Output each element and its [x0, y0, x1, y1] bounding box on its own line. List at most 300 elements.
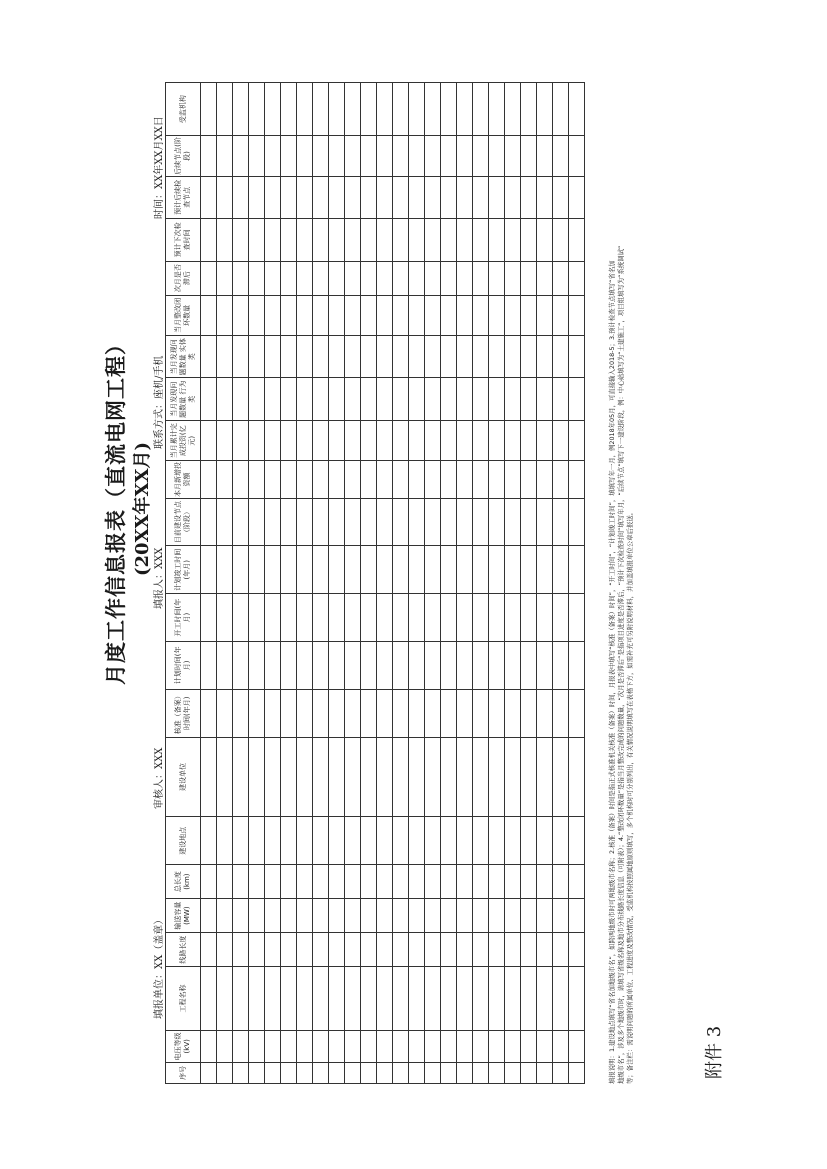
table-cell[interactable]: [521, 546, 537, 594]
table-cell[interactable]: [489, 865, 505, 899]
table-cell[interactable]: [201, 498, 217, 546]
table-cell[interactable]: [265, 136, 281, 176]
table-cell[interactable]: [249, 83, 265, 136]
table-cell[interactable]: [361, 336, 377, 379]
table-cell[interactable]: [521, 261, 537, 295]
table-cell[interactable]: [473, 933, 489, 967]
table-cell[interactable]: [249, 967, 265, 1031]
table-cell[interactable]: [425, 421, 441, 461]
table-cell[interactable]: [569, 737, 585, 817]
table-cell[interactable]: [537, 967, 553, 1031]
table-cell[interactable]: [265, 461, 281, 498]
table-cell[interactable]: [201, 461, 217, 498]
table-cell[interactable]: [521, 336, 537, 379]
table-cell[interactable]: [441, 295, 457, 335]
table-cell[interactable]: [313, 737, 329, 817]
table-cell[interactable]: [409, 461, 425, 498]
table-cell[interactable]: [425, 176, 441, 219]
table-cell[interactable]: [281, 737, 297, 817]
table-cell[interactable]: [441, 899, 457, 933]
table-cell[interactable]: [537, 261, 553, 295]
table-cell[interactable]: [297, 219, 313, 262]
table-cell[interactable]: [281, 421, 297, 461]
table-cell[interactable]: [217, 967, 233, 1031]
table-cell[interactable]: [553, 136, 569, 176]
table-cell[interactable]: [265, 1030, 281, 1062]
table-cell[interactable]: [473, 967, 489, 1031]
table-cell[interactable]: [521, 461, 537, 498]
table-cell[interactable]: [345, 261, 361, 295]
table-cell[interactable]: [489, 176, 505, 219]
table-cell[interactable]: [233, 865, 249, 899]
table-cell[interactable]: [281, 83, 297, 136]
table-cell[interactable]: [377, 421, 393, 461]
table-cell[interactable]: [265, 967, 281, 1031]
table-cell[interactable]: [265, 378, 281, 421]
table-cell[interactable]: [521, 594, 537, 642]
table-cell[interactable]: [425, 295, 441, 335]
table-cell[interactable]: [473, 461, 489, 498]
table-cell[interactable]: [329, 1062, 345, 1083]
table-cell[interactable]: [569, 1062, 585, 1083]
table-cell[interactable]: [281, 1030, 297, 1062]
table-cell[interactable]: [265, 421, 281, 461]
table-cell[interactable]: [489, 498, 505, 546]
table-cell[interactable]: [489, 594, 505, 642]
table-cell[interactable]: [553, 689, 569, 737]
table-cell[interactable]: [217, 933, 233, 967]
table-cell[interactable]: [441, 689, 457, 737]
table-cell[interactable]: [233, 83, 249, 136]
table-cell[interactable]: [473, 498, 489, 546]
table-cell[interactable]: [377, 336, 393, 379]
table-cell[interactable]: [473, 817, 489, 865]
table-cell[interactable]: [329, 817, 345, 865]
table-cell[interactable]: [393, 967, 409, 1031]
table-cell[interactable]: [457, 967, 473, 1031]
table-cell[interactable]: [505, 546, 521, 594]
table-cell[interactable]: [537, 689, 553, 737]
table-cell[interactable]: [457, 1062, 473, 1083]
table-cell[interactable]: [313, 967, 329, 1031]
table-cell[interactable]: [217, 1030, 233, 1062]
table-cell[interactable]: [297, 1030, 313, 1062]
table-cell[interactable]: [537, 546, 553, 594]
table-cell[interactable]: [201, 933, 217, 967]
table-cell[interactable]: [505, 737, 521, 817]
table-cell[interactable]: [441, 83, 457, 136]
table-cell[interactable]: [569, 1030, 585, 1062]
table-cell[interactable]: [489, 967, 505, 1031]
table-cell[interactable]: [313, 865, 329, 899]
table-cell[interactable]: [217, 737, 233, 817]
table-cell[interactable]: [377, 176, 393, 219]
table-cell[interactable]: [233, 899, 249, 933]
table-cell[interactable]: [233, 642, 249, 690]
table-cell[interactable]: [553, 336, 569, 379]
table-cell[interactable]: [409, 336, 425, 379]
table-cell[interactable]: [249, 461, 265, 498]
table-cell[interactable]: [361, 498, 377, 546]
table-cell[interactable]: [553, 219, 569, 262]
table-cell[interactable]: [441, 136, 457, 176]
table-cell[interactable]: [345, 933, 361, 967]
table-cell[interactable]: [505, 594, 521, 642]
table-cell[interactable]: [329, 594, 345, 642]
table-cell[interactable]: [297, 461, 313, 498]
table-cell[interactable]: [505, 899, 521, 933]
table-cell[interactable]: [345, 421, 361, 461]
table-cell[interactable]: [553, 546, 569, 594]
table-cell[interactable]: [281, 498, 297, 546]
table-cell[interactable]: [297, 336, 313, 379]
table-cell[interactable]: [377, 498, 393, 546]
table-cell[interactable]: [409, 817, 425, 865]
table-cell[interactable]: [569, 594, 585, 642]
table-cell[interactable]: [489, 83, 505, 136]
table-cell[interactable]: [537, 899, 553, 933]
table-cell[interactable]: [441, 261, 457, 295]
table-cell[interactable]: [425, 933, 441, 967]
table-cell[interactable]: [297, 378, 313, 421]
table-cell[interactable]: [329, 933, 345, 967]
table-cell[interactable]: [569, 498, 585, 546]
table-cell[interactable]: [249, 933, 265, 967]
table-cell[interactable]: [377, 899, 393, 933]
table-cell[interactable]: [233, 461, 249, 498]
table-cell[interactable]: [265, 817, 281, 865]
table-cell[interactable]: [265, 261, 281, 295]
table-cell[interactable]: [217, 1062, 233, 1083]
table-cell[interactable]: [265, 899, 281, 933]
table-cell[interactable]: [505, 336, 521, 379]
table-cell[interactable]: [521, 136, 537, 176]
table-cell[interactable]: [457, 865, 473, 899]
table-cell[interactable]: [489, 546, 505, 594]
table-cell[interactable]: [281, 295, 297, 335]
table-cell[interactable]: [489, 933, 505, 967]
table-cell[interactable]: [233, 817, 249, 865]
table-cell[interactable]: [249, 378, 265, 421]
table-cell[interactable]: [233, 737, 249, 817]
table-cell[interactable]: [249, 219, 265, 262]
table-cell[interactable]: [265, 933, 281, 967]
table-cell[interactable]: [249, 1030, 265, 1062]
table-cell[interactable]: [361, 546, 377, 594]
table-cell[interactable]: [553, 899, 569, 933]
table-cell[interactable]: [297, 295, 313, 335]
table-cell[interactable]: [313, 817, 329, 865]
table-cell[interactable]: [457, 136, 473, 176]
table-cell[interactable]: [377, 219, 393, 262]
table-cell[interactable]: [473, 219, 489, 262]
table-cell[interactable]: [233, 336, 249, 379]
table-cell[interactable]: [553, 295, 569, 335]
table-cell[interactable]: [505, 817, 521, 865]
table-cell[interactable]: [393, 261, 409, 295]
table-cell[interactable]: [553, 421, 569, 461]
table-cell[interactable]: [457, 1030, 473, 1062]
table-cell[interactable]: [233, 546, 249, 594]
table-cell[interactable]: [393, 642, 409, 690]
table-cell[interactable]: [521, 295, 537, 335]
table-cell[interactable]: [537, 421, 553, 461]
table-cell[interactable]: [361, 594, 377, 642]
table-cell[interactable]: [409, 594, 425, 642]
table-cell[interactable]: [281, 817, 297, 865]
table-cell[interactable]: [201, 689, 217, 737]
table-cell[interactable]: [313, 642, 329, 690]
table-cell[interactable]: [489, 642, 505, 690]
table-cell[interactable]: [553, 967, 569, 1031]
table-cell[interactable]: [281, 261, 297, 295]
table-cell[interactable]: [393, 421, 409, 461]
table-cell[interactable]: [329, 1030, 345, 1062]
table-cell[interactable]: [505, 689, 521, 737]
table-cell[interactable]: [473, 136, 489, 176]
table-cell[interactable]: [537, 378, 553, 421]
table-cell[interactable]: [249, 261, 265, 295]
table-cell[interactable]: [233, 933, 249, 967]
table-cell[interactable]: [361, 642, 377, 690]
table-cell[interactable]: [297, 1062, 313, 1083]
table-cell[interactable]: [553, 498, 569, 546]
table-cell[interactable]: [537, 498, 553, 546]
table-cell[interactable]: [409, 219, 425, 262]
table-cell[interactable]: [409, 689, 425, 737]
table-cell[interactable]: [409, 899, 425, 933]
table-cell[interactable]: [377, 378, 393, 421]
table-cell[interactable]: [569, 865, 585, 899]
table-cell[interactable]: [233, 176, 249, 219]
table-cell[interactable]: [329, 136, 345, 176]
table-cell[interactable]: [249, 1062, 265, 1083]
table-cell[interactable]: [569, 642, 585, 690]
table-cell[interactable]: [265, 1062, 281, 1083]
table-cell[interactable]: [329, 261, 345, 295]
table-cell[interactable]: [313, 498, 329, 546]
table-cell[interactable]: [265, 83, 281, 136]
table-cell[interactable]: [441, 817, 457, 865]
table-cell[interactable]: [409, 642, 425, 690]
table-cell[interactable]: [377, 461, 393, 498]
table-cell[interactable]: [521, 737, 537, 817]
table-cell[interactable]: [505, 136, 521, 176]
table-cell[interactable]: [457, 899, 473, 933]
table-cell[interactable]: [281, 899, 297, 933]
table-cell[interactable]: [457, 219, 473, 262]
table-cell[interactable]: [297, 933, 313, 967]
table-cell[interactable]: [329, 737, 345, 817]
table-cell[interactable]: [537, 83, 553, 136]
table-cell[interactable]: [505, 642, 521, 690]
table-cell[interactable]: [377, 1062, 393, 1083]
table-cell[interactable]: [505, 461, 521, 498]
table-cell[interactable]: [393, 295, 409, 335]
table-cell[interactable]: [409, 421, 425, 461]
table-cell[interactable]: [377, 136, 393, 176]
table-cell[interactable]: [521, 899, 537, 933]
table-cell[interactable]: [489, 817, 505, 865]
table-cell[interactable]: [233, 967, 249, 1031]
table-cell[interactable]: [425, 83, 441, 136]
table-cell[interactable]: [313, 594, 329, 642]
table-cell[interactable]: [521, 498, 537, 546]
table-cell[interactable]: [265, 295, 281, 335]
table-cell[interactable]: [233, 689, 249, 737]
table-cell[interactable]: [217, 336, 233, 379]
table-cell[interactable]: [233, 498, 249, 546]
table-cell[interactable]: [489, 899, 505, 933]
table-cell[interactable]: [393, 546, 409, 594]
table-cell[interactable]: [281, 642, 297, 690]
table-cell[interactable]: [569, 336, 585, 379]
table-cell[interactable]: [393, 594, 409, 642]
table-cell[interactable]: [217, 219, 233, 262]
table-cell[interactable]: [265, 689, 281, 737]
table-cell[interactable]: [329, 378, 345, 421]
table-cell[interactable]: [329, 498, 345, 546]
table-cell[interactable]: [249, 899, 265, 933]
table-cell[interactable]: [201, 219, 217, 262]
table-cell[interactable]: [505, 83, 521, 136]
table-cell[interactable]: [409, 136, 425, 176]
table-cell[interactable]: [505, 865, 521, 899]
table-cell[interactable]: [329, 219, 345, 262]
table-cell[interactable]: [489, 421, 505, 461]
table-cell[interactable]: [377, 817, 393, 865]
table-cell[interactable]: [569, 83, 585, 136]
table-cell[interactable]: [521, 865, 537, 899]
table-cell[interactable]: [425, 642, 441, 690]
table-cell[interactable]: [313, 261, 329, 295]
table-cell[interactable]: [409, 546, 425, 594]
table-cell[interactable]: [569, 136, 585, 176]
table-cell[interactable]: [425, 865, 441, 899]
table-cell[interactable]: [441, 546, 457, 594]
table-cell[interactable]: [329, 421, 345, 461]
table-cell[interactable]: [201, 817, 217, 865]
table-cell[interactable]: [441, 933, 457, 967]
table-cell[interactable]: [553, 261, 569, 295]
table-cell[interactable]: [521, 421, 537, 461]
table-cell[interactable]: [297, 261, 313, 295]
table-cell[interactable]: [329, 865, 345, 899]
table-cell[interactable]: [441, 642, 457, 690]
table-cell[interactable]: [537, 642, 553, 690]
table-cell[interactable]: [233, 594, 249, 642]
table-cell[interactable]: [409, 498, 425, 546]
table-cell[interactable]: [281, 546, 297, 594]
table-cell[interactable]: [297, 899, 313, 933]
table-cell[interactable]: [345, 136, 361, 176]
table-cell[interactable]: [345, 461, 361, 498]
table-cell[interactable]: [393, 336, 409, 379]
table-cell[interactable]: [361, 261, 377, 295]
table-cell[interactable]: [217, 817, 233, 865]
table-cell[interactable]: [249, 421, 265, 461]
table-cell[interactable]: [361, 1030, 377, 1062]
table-cell[interactable]: [329, 83, 345, 136]
table-cell[interactable]: [329, 461, 345, 498]
table-cell[interactable]: [425, 336, 441, 379]
table-cell[interactable]: [537, 136, 553, 176]
table-cell[interactable]: [521, 689, 537, 737]
table-cell[interactable]: [313, 83, 329, 136]
table-cell[interactable]: [265, 546, 281, 594]
table-cell[interactable]: [361, 136, 377, 176]
table-cell[interactable]: [345, 967, 361, 1031]
table-cell[interactable]: [473, 336, 489, 379]
table-cell[interactable]: [281, 136, 297, 176]
table-cell[interactable]: [505, 967, 521, 1031]
table-cell[interactable]: [393, 689, 409, 737]
table-cell[interactable]: [521, 642, 537, 690]
table-cell[interactable]: [473, 1030, 489, 1062]
table-cell[interactable]: [457, 336, 473, 379]
table-cell[interactable]: [441, 176, 457, 219]
table-cell[interactable]: [425, 378, 441, 421]
table-cell[interactable]: [473, 546, 489, 594]
table-cell[interactable]: [441, 1030, 457, 1062]
table-cell[interactable]: [361, 899, 377, 933]
table-cell[interactable]: [457, 295, 473, 335]
table-cell[interactable]: [201, 865, 217, 899]
table-cell[interactable]: [425, 689, 441, 737]
table-cell[interactable]: [473, 642, 489, 690]
table-cell[interactable]: [377, 689, 393, 737]
table-cell[interactable]: [569, 967, 585, 1031]
table-cell[interactable]: [201, 1030, 217, 1062]
table-cell[interactable]: [569, 261, 585, 295]
table-cell[interactable]: [473, 295, 489, 335]
table-cell[interactable]: [409, 83, 425, 136]
table-cell[interactable]: [201, 421, 217, 461]
table-cell[interactable]: [201, 261, 217, 295]
table-cell[interactable]: [281, 336, 297, 379]
table-cell[interactable]: [281, 461, 297, 498]
table-cell[interactable]: [489, 1062, 505, 1083]
table-cell[interactable]: [425, 817, 441, 865]
table-cell[interactable]: [217, 498, 233, 546]
table-cell[interactable]: [297, 136, 313, 176]
table-cell[interactable]: [569, 421, 585, 461]
table-cell[interactable]: [361, 421, 377, 461]
table-cell[interactable]: [217, 865, 233, 899]
table-cell[interactable]: [393, 865, 409, 899]
table-cell[interactable]: [201, 1062, 217, 1083]
table-cell[interactable]: [249, 295, 265, 335]
table-cell[interactable]: [553, 83, 569, 136]
table-cell[interactable]: [553, 1030, 569, 1062]
table-cell[interactable]: [457, 817, 473, 865]
table-cell[interactable]: [457, 689, 473, 737]
table-cell[interactable]: [281, 219, 297, 262]
table-cell[interactable]: [281, 967, 297, 1031]
table-cell[interactable]: [313, 295, 329, 335]
table-cell[interactable]: [265, 176, 281, 219]
table-cell[interactable]: [553, 1062, 569, 1083]
table-cell[interactable]: [393, 176, 409, 219]
table-cell[interactable]: [249, 136, 265, 176]
table-cell[interactable]: [393, 498, 409, 546]
table-cell[interactable]: [489, 1030, 505, 1062]
table-cell[interactable]: [425, 594, 441, 642]
table-cell[interactable]: [553, 737, 569, 817]
table-cell[interactable]: [537, 219, 553, 262]
table-cell[interactable]: [441, 594, 457, 642]
table-cell[interactable]: [201, 899, 217, 933]
